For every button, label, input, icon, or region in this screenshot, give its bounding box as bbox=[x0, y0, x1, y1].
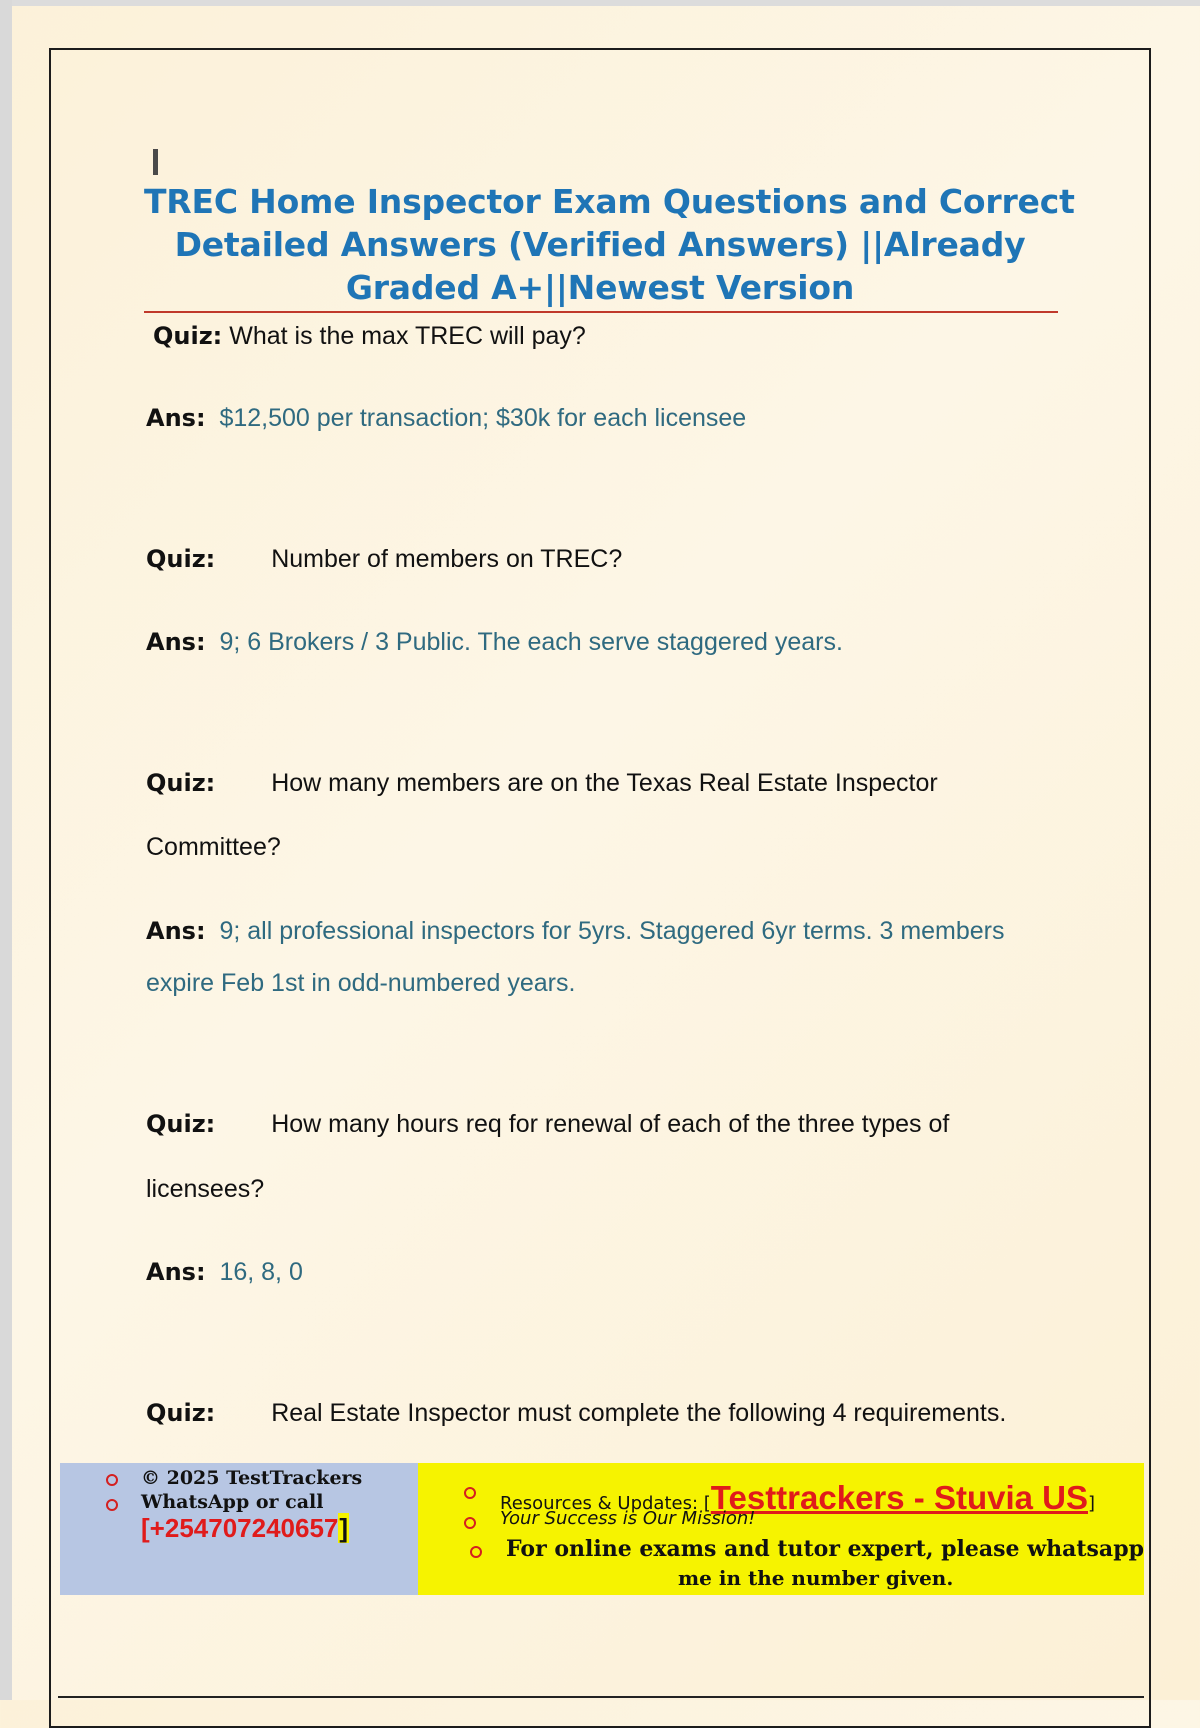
title-line-3: Graded A+||Newest Version bbox=[345, 268, 855, 307]
text-cursor bbox=[153, 149, 158, 175]
resources-bracket-close: ] bbox=[1088, 1493, 1096, 1514]
title-line-1: TREC Home Inspector Exam Questions and Correct bbox=[144, 182, 1075, 221]
phone-number[interactable] bbox=[141, 1513, 349, 1544]
ans-label: Ans: bbox=[146, 404, 206, 432]
window-top-edge bbox=[0, 0, 1200, 6]
quiz-label: Quiz: bbox=[146, 1399, 216, 1427]
ans-label: Ans: bbox=[146, 1258, 206, 1286]
question-2 bbox=[146, 545, 622, 574]
window-left-edge bbox=[0, 0, 12, 1700]
question-text: How many hours req for renewal of each of the three types of bbox=[271, 1110, 950, 1138]
bullet-circle-icon bbox=[106, 1474, 118, 1486]
stuvia-link[interactable]: Testtrackers - Stuvia US bbox=[710, 1479, 1088, 1516]
tutor-line-1: For online exams and tutor expert, please whatsapp bbox=[506, 1536, 1144, 1562]
resources-label: Resources & Updates: [ bbox=[500, 1493, 711, 1514]
ans-label: Ans: bbox=[146, 917, 206, 945]
mission-text: Your Success is Our Mission! bbox=[500, 1508, 756, 1529]
question-4 bbox=[146, 1110, 949, 1139]
answer-3-continued: expire Feb 1st in odd-numbered years. bbox=[146, 969, 576, 997]
quiz-label: Quiz: bbox=[146, 1110, 216, 1138]
question-3-continued: Committee? bbox=[146, 833, 281, 861]
phone-bracket-close: ] bbox=[339, 1513, 349, 1543]
question-text: How many members are on the Texas Real Estate Inspector bbox=[271, 769, 938, 797]
tutor-line-2: me in the number given. bbox=[678, 1566, 954, 1590]
answer-3 bbox=[146, 917, 1005, 946]
answer-text: 16, 8, 0 bbox=[219, 1258, 303, 1286]
answer-2 bbox=[146, 628, 843, 657]
quiz-label: Quiz: bbox=[153, 322, 223, 350]
whatsapp-label: WhatsApp or call bbox=[141, 1491, 324, 1513]
phone-value: +254707240657 bbox=[149, 1513, 339, 1543]
bullet-circle-icon bbox=[464, 1487, 476, 1499]
footer-resources-panel bbox=[418, 1463, 1144, 1595]
ans-label: Ans: bbox=[146, 628, 206, 656]
copyright-text: © 2025 TestTrackers bbox=[141, 1467, 363, 1489]
quiz-label: Quiz: bbox=[146, 545, 216, 573]
question-5 bbox=[146, 1399, 1006, 1428]
bullet-circle-icon bbox=[470, 1546, 482, 1558]
question-text: What is the max TREC will pay? bbox=[229, 322, 586, 350]
document-title bbox=[144, 180, 1075, 309]
question-text: Number of members on TREC? bbox=[271, 545, 623, 573]
answer-text: 9; all professional inspectors for 5yrs. Staggered 6yr terms. 3 members bbox=[219, 917, 1005, 945]
footer-contact-panel bbox=[60, 1463, 418, 1595]
title-line-2: Detailed Answers (Verified Answers) ||Already bbox=[174, 225, 1026, 264]
answer-1 bbox=[146, 404, 746, 433]
question-3 bbox=[146, 769, 938, 798]
bullet-circle-icon bbox=[106, 1499, 118, 1511]
question-4-continued: licensees? bbox=[146, 1175, 265, 1203]
page-bottom-rule bbox=[58, 1696, 1144, 1698]
bullet-circle-icon bbox=[464, 1517, 476, 1529]
phone-bracket-open: [ bbox=[141, 1513, 150, 1543]
answer-text: $12,500 per transaction; $30k for each licensee bbox=[219, 404, 747, 432]
question-text: Real Estate Inspector must complete the following 4 requirements. bbox=[271, 1399, 1007, 1427]
answer-4 bbox=[146, 1258, 303, 1287]
quiz-label: Quiz: bbox=[146, 769, 216, 797]
question-1 bbox=[153, 322, 586, 351]
title-underline bbox=[144, 311, 1058, 313]
answer-text: 9; 6 Brokers / 3 Public. The each serve staggered years. bbox=[219, 628, 843, 656]
